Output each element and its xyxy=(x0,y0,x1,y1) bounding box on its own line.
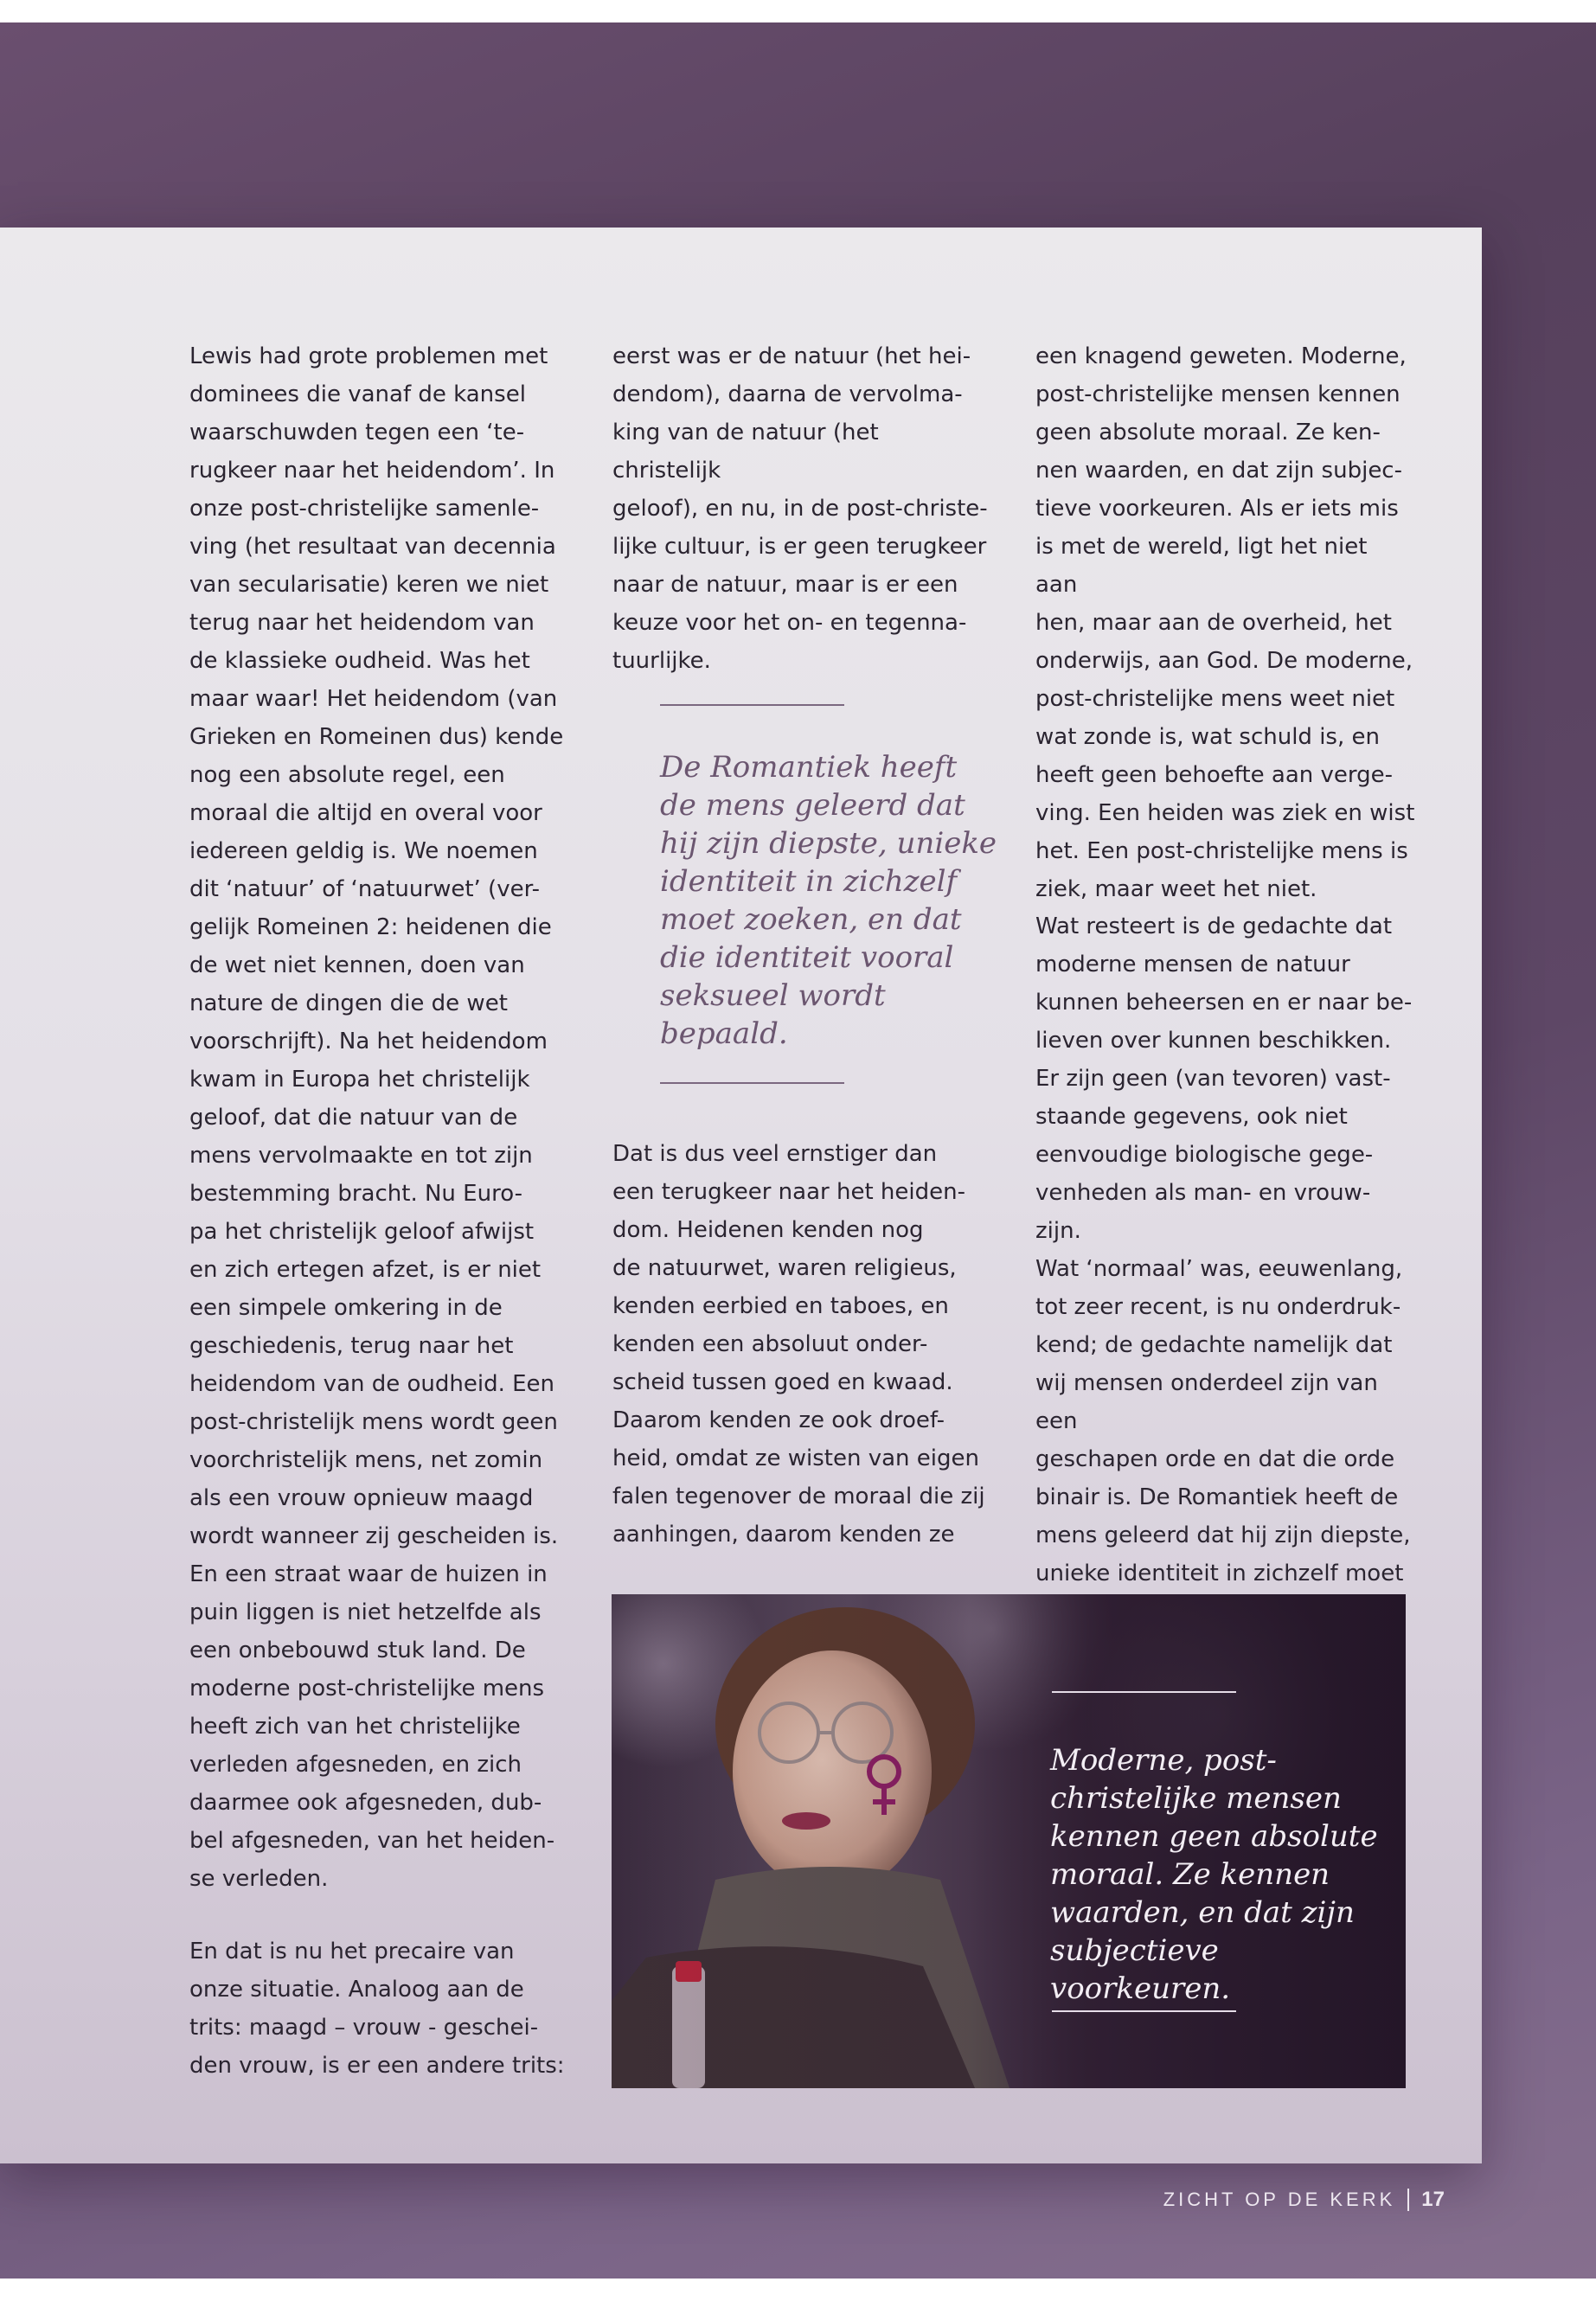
photo-quote-top-rule xyxy=(1052,1691,1236,1693)
page-number: 17 xyxy=(1421,2188,1445,2211)
photo-pullquote: Moderne, post- christelijke mensen kennen geen absolute moraal. Ze kennen waarden, en dat zijn subjectieve voorkeuren. xyxy=(1050,1743,1378,2006)
pullquote-top-rule xyxy=(660,704,844,706)
column-2-paragraph-1: eerst was er de natuur (het hei- dendom), daarna de vervolma- king van de natuur (het christelijk geloof), en nu, in de post-christe- lijke cultuur, is er geen terugkeer naar de natuur, maar is er een keuze voor het on- en tegenna- tuurlijke. xyxy=(612,343,988,674)
column-2-paragraph-2: Dat is dus veel ernstiger dan een terugkeer naar het heiden- dom. Heidenen kenden nog de natuurwet, waren religieus, kenden eerbied en taboes, en kenden een absoluut onder- scheid tussen goed en kwaad. Daarom kenden ze ook droef- heid, omdat ze wisten van eigen falen tegenover de moraal die zij aanhingen, daarom kenden ze xyxy=(612,1141,985,1548)
page-footer xyxy=(1163,2187,1445,2213)
protest-photo xyxy=(612,1594,1406,2088)
column-3-paragraph-1: een knagend geweten. Moderne, post-christelijke mensen kennen geen absolute moraal. Ze ken- nen waarden, en dat zijn subjec- tieve voorkeuren. Als er iets mis is met de wereld, ligt het niet aan hen, maar aan de overheid, het onderwijs, aan God. De moderne, post-christelijke mens weet niet wat zonde is, wat schuld is, en heeft geen behoefte aan verge- ving. Een heiden was ziek en wist het. Een post-christelijke mens is ziek, maar weet het niet. xyxy=(1035,343,1415,902)
photo-quote-bottom-rule xyxy=(1052,2010,1236,2012)
column-1-paragraph-2: En dat is nu het precaire van onze situatie. Analoog aan de trits: maagd – vrouw - geschei- den vrouw, is er een andere trits: xyxy=(189,1939,565,2079)
column-3-paragraph-2: Wat resteert is de gedachte dat moderne mensen de natuur kunnen beheersen en er naar be- lieven over kunnen beschikken. Er zijn geen (van tevoren) vast- staande gegevens, ook niet eenvoudige biologische gege- venheden als man- en vrouw-zijn. Wat ‘normaal’ was, eeuwenlang, tot zeer recent, is nu onderdruk- kend; de gedachte namelijk dat wij mensen onderdeel zijn van een geschapen orde en dat die orde binair is. De Romantiek heeft de mens geleerd dat hij zijn diepste, unieke identiteit in zichzelf moet xyxy=(1035,913,1413,1586)
footer-divider xyxy=(1407,2189,1409,2211)
pullquote: De Romantiek heeft de mens geleerd dat hij zijn diepste, unieke identiteit in zichzelf moet zoeken, en dat die identiteit vooral seksueel wordt bepaald. xyxy=(660,750,997,1051)
column-1-paragraph-1: Lewis had grote problemen met dominees die vanaf de kansel waarschuwden tegen een ‘te- rugkeer naar het heidendom’. In onze post-christelijke samenle- ving (het resultaat van decennia van secularisatie) keren we niet terug naar het heidendom van de klassieke oudheid. Was het maar waar! Het heidendom (van Grieken en Romeinen dus) kende nog een absolute regel, een moraal die altijd en overal voor iedereen geldig is. We noemen dit ‘natuur’ of ‘natuurwet’ (ver- gelijk Romeinen 2: heidenen die de wet niet kennen, doen van nature de dingen die de wet voorschrijft). Na het heidendom kwam in Europa het christelijk geloof, dat die natuur van de mens vervolmaakte en tot zijn bestemming bracht. Nu Euro- pa het christelijk geloof afwijst en zich ertegen afzet, is er niet een simpele omkering in de geschiedenis, terug naar het heidendom van de oudheid. Een post-christelijk mens wordt geen voorchristelijk mens, net zomin als een vrouw opnieuw maagd wordt wanneer zij gescheiden is. En een straat waar de huizen in puin liggen is niet hetzelfde als een onbebouwd stuk land. De moderne post-christelijke mens heeft zich van het christelijke verleden afgesneden, en zich daarmee ook afgesneden, dub- bel afgesneden, van het heiden- se verleden. xyxy=(189,343,564,1892)
magazine-name: ZICHT OP DE KERK xyxy=(1163,2189,1396,2210)
pullquote-bottom-rule xyxy=(660,1082,844,1084)
